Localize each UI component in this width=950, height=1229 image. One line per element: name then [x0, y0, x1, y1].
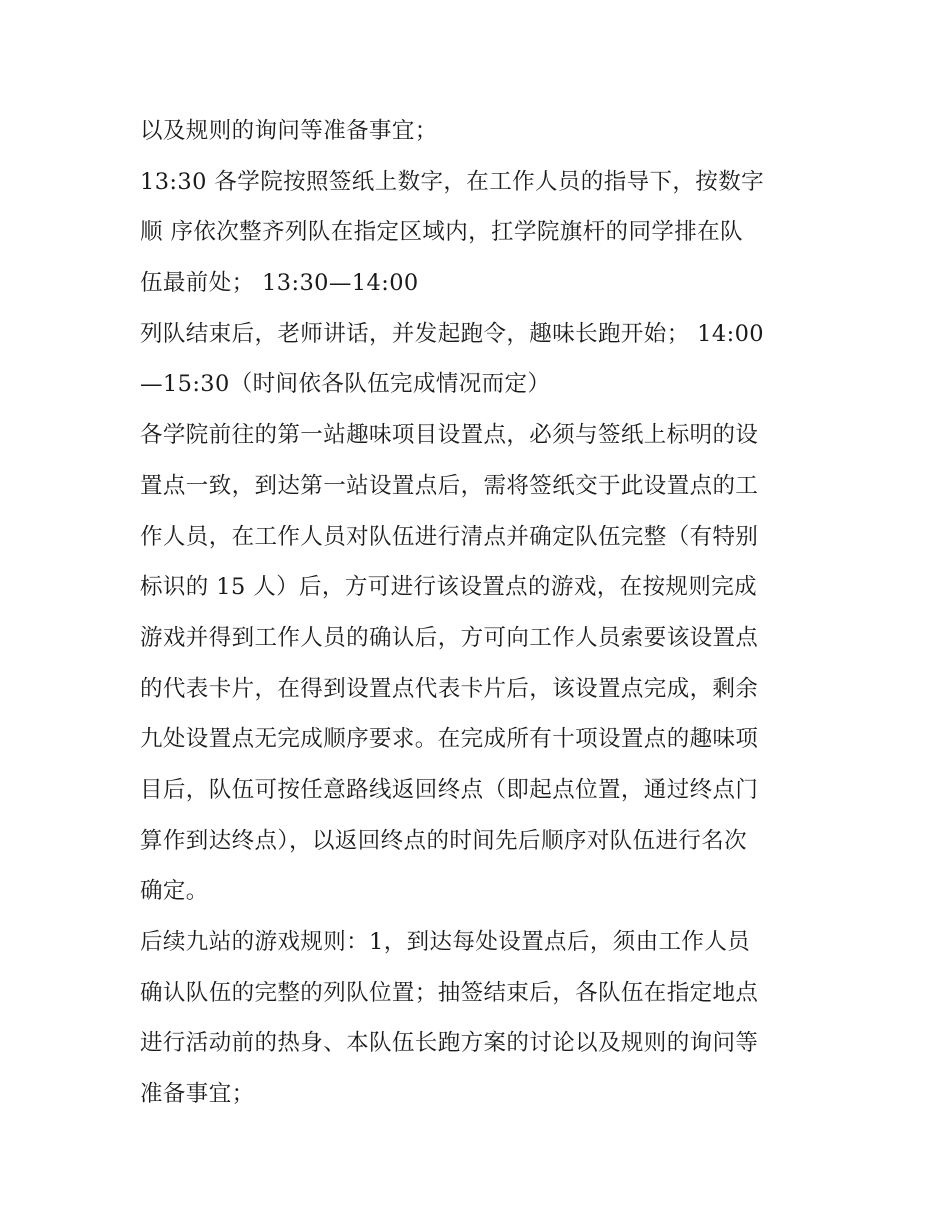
text-line: 置点一致，到达第一站设置点后，需将签纸交于此设置点的工 [140, 472, 759, 499]
text-line: 进行活动前的热身、本队伍长跑方案的讨论以及规则的询问等 [140, 1030, 759, 1057]
text-line: 算作到达终点），以返回终点的时间先后顺序对队伍进行名次 [140, 827, 748, 854]
text-line: 13:30 各学院按照签纸上数字，在工作人员的指导下，按数字 [140, 168, 764, 195]
text-line: 以及规则的询问等准备事宜； [140, 118, 438, 144]
text-line: 确定。 [140, 878, 209, 905]
text-line: 游戏并得到工作人员的确认后，方可向工作人员索要该设置点 [140, 624, 759, 651]
document-body-text [140, 106, 820, 1120]
text-line: 九处设置点无完成顺序要求。在完成所有十项设置点的趣味项 [140, 726, 759, 753]
text-line: 作人员，在工作人员对队伍进行清点并确定队伍完整（有特别 [140, 523, 759, 550]
text-line: 伍最前处； 13:30—14:00 [140, 270, 419, 297]
text-line: 各学院前往的第一站趣味项目设置点，必须与签纸上标明的设 [140, 422, 759, 449]
text-line: —15:30（时间依各队伍完成情况而定） [140, 371, 551, 398]
text-line: 顺 序依次整齐列队在指定区域内，扛学院旗杆的同学排在队 [140, 219, 743, 246]
text-line: 后续九站的游戏规则：1，到达每处设置点后，须由工作人员 [140, 929, 751, 955]
text-line: 列队结束后，老师讲话，并发起跑令，趣味长跑开始； 14:00 [140, 320, 764, 347]
text-line: 准备事宜； [140, 1081, 255, 1108]
text-line: 标识的 15 人）后，方可进行该设置点的游戏，在按规则完成 [140, 574, 758, 601]
text-line: 的代表卡片，在得到设置点代表卡片后，该设置点完成，剩余 [140, 675, 759, 702]
text-line: 确认队伍的完整的列队位置；抽签结束后，各队伍在指定地点 [140, 979, 759, 1006]
text-line: 目后，队伍可按任意路线返回终点（即起点位置，通过终点门 [140, 776, 759, 803]
